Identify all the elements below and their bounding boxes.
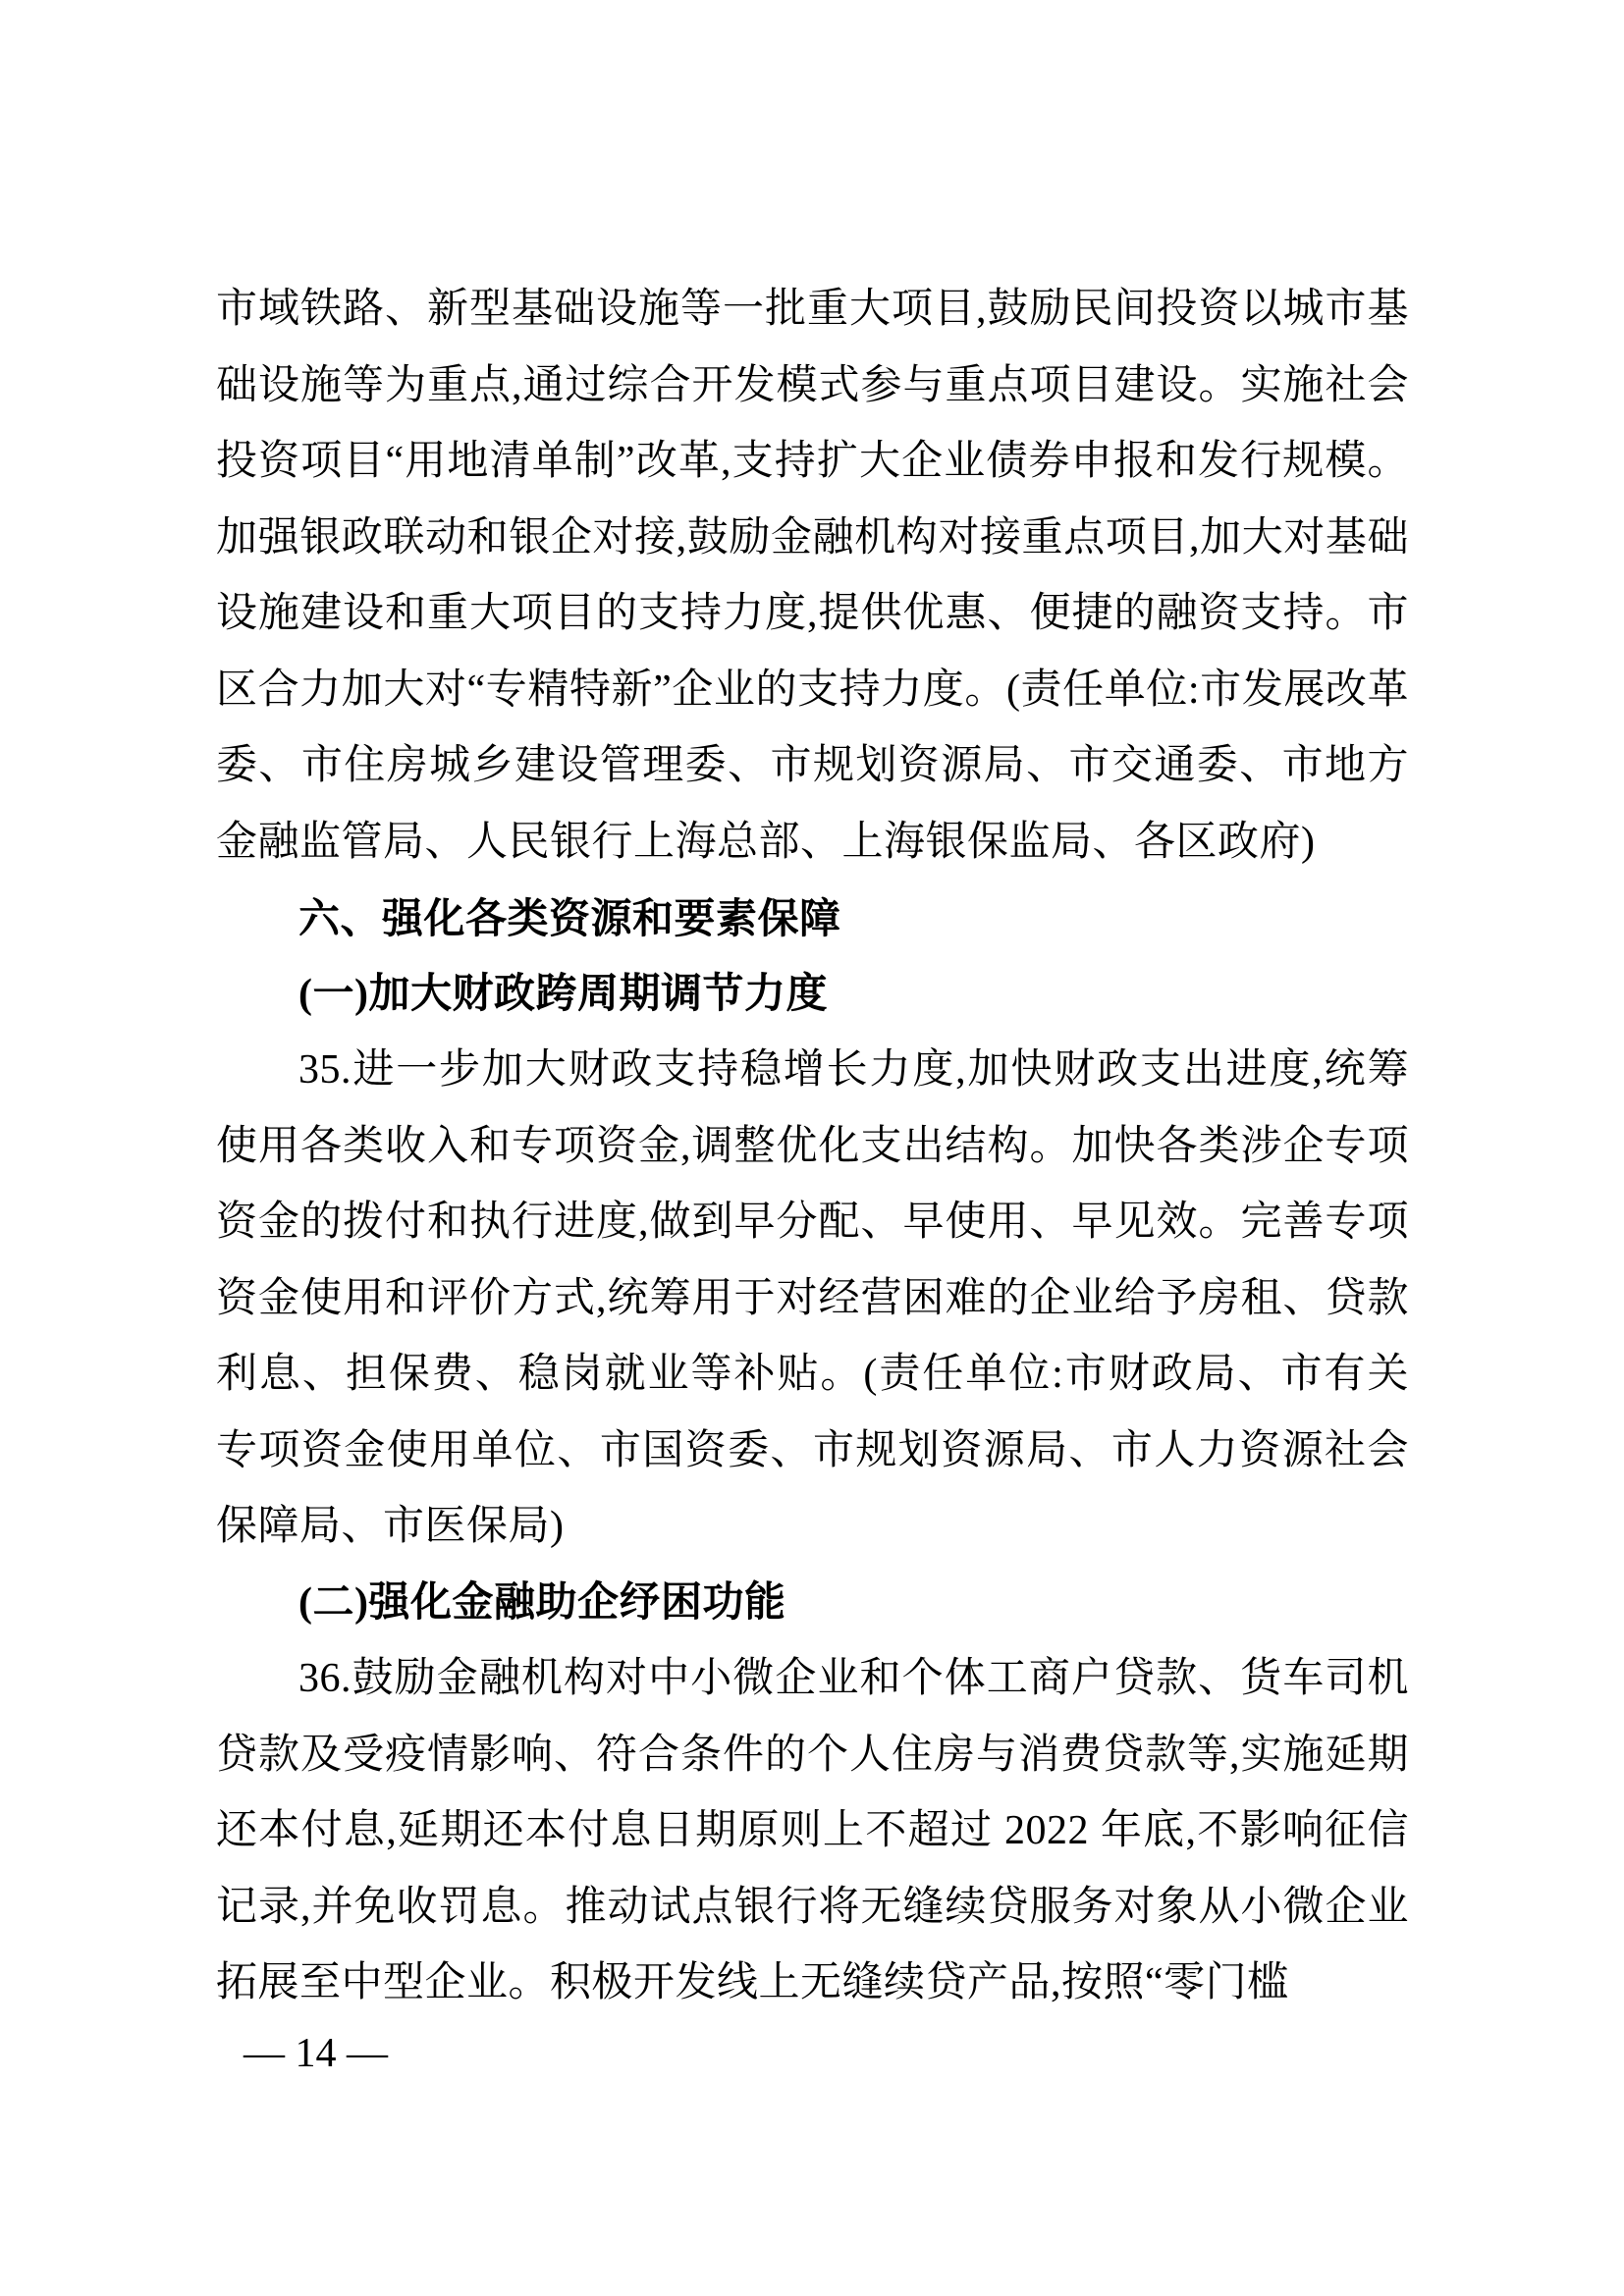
document-body bbox=[216, 272, 1409, 2022]
subsection-heading-1: (一)加大财政跨周期调节力度 bbox=[298, 971, 828, 1017]
page-number: — 14 — bbox=[244, 2031, 388, 2076]
subsection-heading-2: (二)强化金融助企纾困功能 bbox=[298, 1579, 786, 1626]
section-heading-6: 六、强化各类资源和要素保障 bbox=[298, 895, 841, 941]
paragraph-item-35: 35.进一步加大财政支持稳增长力度,加快财政支出进度,统筹使用各类收入和专项资金,调整优化支出结构。加快各类涉企专项资金的拨付和执行进度,做到早分配、早使用、早见效。完善专项资金使用和评价方式,统筹用于对经营困难的企业给予房租、贷款利息、担保费、稳岗就业等补贴。(责任单位:市财政局、市有关专项资金使用单位、市国资委、市规划资源局、市人力资源社会保障局、市医保局) bbox=[216, 1047, 1409, 1549]
paragraph-item-36: 36.鼓励金融机构对中小微企业和个体工商户贷款、货车司机贷款及受疫情影响、符合条件的个人住房与消费贷款等,实施延期还本付息,延期还本付息日期原则上不超过 2022 年底,不影响征信记录,并免收罚息。推动试点银行将无缝续贷服务对象从小微企业拓展至中型企业。积极开发线上无缝续贷产品,按照“零门槛 bbox=[216, 1656, 1409, 2005]
paragraph-continuation: 市域铁路、新型基础设施等一批重大项目,鼓励民间投资以城市基础设施等为重点,通过综合开发模式参与重点项目建设。实施社会投资项目“用地清单制”改革,支持扩大企业债券申报和发行规模。加强银政联动和银企对接,鼓励金融机构对接重点项目,加大对基础设施建设和重大项目的支持力度,提供优惠、便捷的融资支持。市区合力加大对“专精特新”企业的支持力度。(责任单位:市发展改革委、市住房城乡建设管理委、市规划资源局、市交通委、市地方金融监管局、人民银行上海总部、上海银保监局、各区政府) bbox=[216, 287, 1409, 865]
